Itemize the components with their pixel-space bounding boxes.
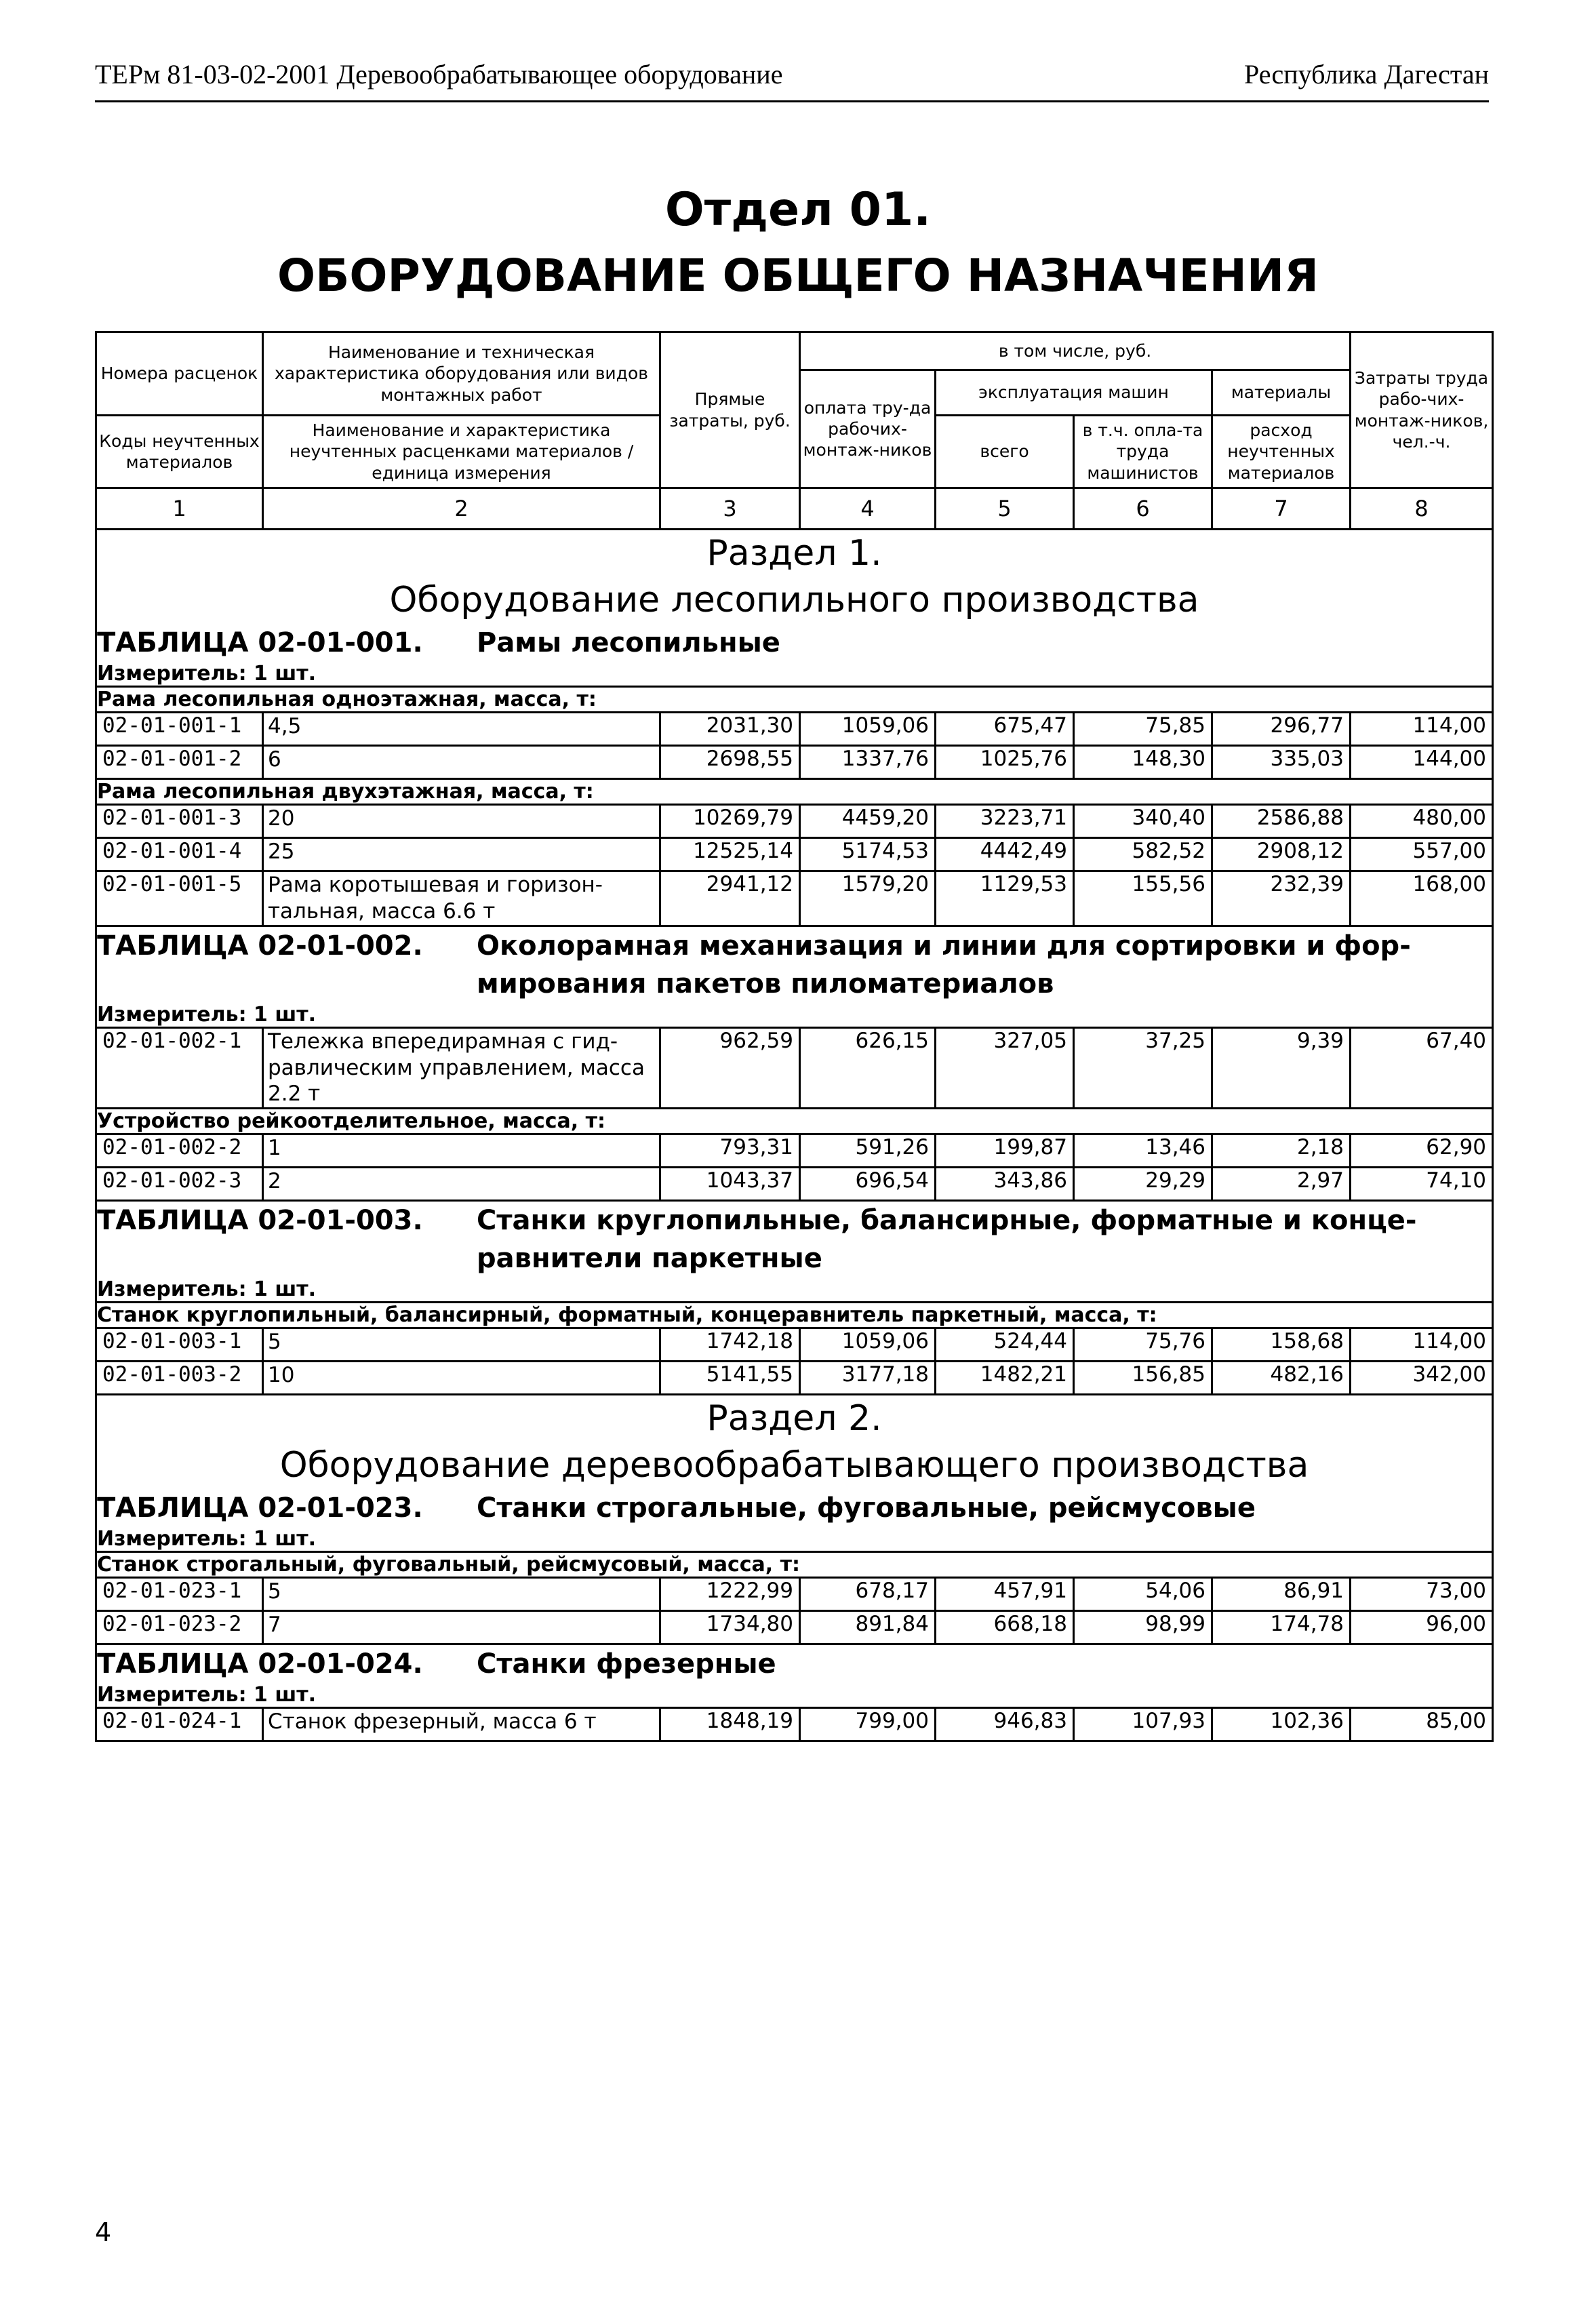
rate-value: 480,00	[1351, 805, 1493, 838]
table-code: ТАБЛИЦА 02-01-001.	[97, 627, 423, 659]
rate-value: 582,52	[1074, 838, 1212, 871]
rate-value: 155,56	[1074, 871, 1212, 926]
rate-value: 696,54	[800, 1168, 936, 1201]
rate-value: 2586,88	[1212, 805, 1351, 838]
col5-header: всего	[936, 416, 1074, 488]
group-label: Станок строгальный, фуговальный, рейсмусовый, масса, т:	[96, 1552, 1493, 1578]
rates-table	[95, 331, 1494, 1742]
rate-value: 13,46	[1074, 1134, 1212, 1168]
rate-value: 74,10	[1351, 1168, 1493, 1201]
rate-code: 02-01-001-5	[96, 871, 263, 926]
rate-value: 102,36	[1212, 1708, 1351, 1741]
rate-code: 02-01-023-1	[96, 1578, 263, 1611]
rate-value: 37,25	[1074, 1027, 1212, 1108]
rate-value: 10269,79	[660, 805, 800, 838]
rate-value: 675,47	[936, 713, 1074, 746]
rate-value: 799,00	[800, 1708, 936, 1741]
col-number: 5	[936, 488, 1074, 530]
rate-value: 2031,30	[660, 713, 800, 746]
col1-header-top: Номера расценок	[96, 332, 263, 416]
group-row	[96, 1303, 1493, 1328]
col-number: 3	[660, 488, 800, 530]
rate-value: 73,00	[1351, 1578, 1493, 1611]
rate-code: 02-01-003-1	[96, 1328, 263, 1362]
rate-value: 62,90	[1351, 1134, 1493, 1168]
department-subtitle: ОБОРУДОВАНИЕ ОБЩЕГО НАЗНАЧЕНИЯ	[277, 250, 1319, 302]
rate-value: 342,00	[1351, 1362, 1493, 1395]
rate-value: 524,44	[936, 1328, 1074, 1362]
rate-value: 591,26	[800, 1134, 936, 1168]
rate-code: 02-01-024-1	[96, 1708, 263, 1741]
table-code: ТАБЛИЦА 02-01-002.	[97, 930, 423, 962]
rate-value: 29,29	[1074, 1168, 1212, 1201]
rate-value: 343,86	[936, 1168, 1074, 1201]
running-header	[95, 53, 1489, 102]
rate-name: 5	[263, 1328, 660, 1362]
table-row	[96, 1027, 1493, 1108]
col1-header-bottom: Коды неучтенных материалов	[96, 416, 263, 488]
rate-value: 75,85	[1074, 713, 1212, 746]
table-measure: Измеритель: 1 шт.	[96, 1003, 1493, 1028]
table-measure: Измеритель: 1 шт.	[96, 1277, 1493, 1303]
rate-value: 793,31	[660, 1134, 800, 1168]
table-row	[96, 1328, 1493, 1362]
rate-value: 3177,18	[800, 1362, 936, 1395]
running-header-right: Республика Дагестан	[1244, 59, 1489, 90]
col3-header: Прямые затраты, руб.	[660, 332, 800, 488]
rate-value: 962,59	[660, 1027, 800, 1108]
table-row	[96, 746, 1493, 779]
col7-header: расход неучтенных материалов	[1212, 416, 1351, 488]
rate-name: 7	[263, 1611, 660, 1644]
rate-value: 199,87	[936, 1134, 1074, 1168]
col2-header-top: Наименование и техническая характеристика оборудования или видов монтажных работ	[263, 332, 660, 416]
table-row	[96, 871, 1493, 926]
section-header	[96, 530, 1493, 625]
measure-row	[96, 1527, 1493, 1552]
rate-code: 02-01-001-2	[96, 746, 263, 779]
rate-value: 158,68	[1212, 1328, 1351, 1362]
rate-value: 67,40	[1351, 1027, 1493, 1108]
rate-value: 1059,06	[800, 713, 936, 746]
rate-value: 1025,76	[936, 746, 1074, 779]
rate-value: 98,99	[1074, 1611, 1212, 1644]
col-number: 7	[1212, 488, 1351, 530]
rate-value: 1734,80	[660, 1611, 800, 1644]
table-name: Рамы лесопильные	[477, 627, 780, 659]
rate-value: 2,18	[1212, 1134, 1351, 1168]
rate-name: 25	[263, 838, 660, 871]
table-name: Станки круглопильные, балансирные, форматные и конце-равнители паркетные	[477, 1205, 1417, 1275]
col-number: 2	[263, 488, 660, 530]
rate-value: 891,84	[800, 1611, 936, 1644]
table-name: Околорамная механизация и линии для сортировки и фор-мирования пакетов пиломатериалов	[477, 930, 1411, 999]
section-title: Раздел 1.	[706, 533, 882, 574]
rate-name: 10	[263, 1362, 660, 1395]
rate-value: 2941,12	[660, 871, 800, 926]
group-row	[96, 687, 1493, 713]
table-body	[96, 530, 1493, 1741]
measure-row	[96, 662, 1493, 687]
table-row	[96, 1134, 1493, 1168]
table-title-row	[96, 624, 1493, 662]
rate-value: 678,17	[800, 1578, 936, 1611]
table-title-row	[96, 1644, 1493, 1684]
rate-value: 1059,06	[800, 1328, 936, 1362]
rate-value: 4459,20	[800, 805, 936, 838]
table-row	[96, 713, 1493, 746]
rate-value: 144,00	[1351, 746, 1493, 779]
rate-value: 156,85	[1074, 1362, 1212, 1395]
rate-name: 1	[263, 1134, 660, 1168]
col6-header: в т.ч. опла-та труда машинистов	[1074, 416, 1212, 488]
rate-value: 12525,14	[660, 838, 800, 871]
group-label: Устройство рейкоотделительное, масса, т:	[96, 1109, 1493, 1134]
rate-code: 02-01-002-2	[96, 1134, 263, 1168]
col-number: 1	[96, 488, 263, 530]
rate-value: 4442,49	[936, 838, 1074, 871]
table-row	[96, 1362, 1493, 1395]
section-title: Раздел 2.	[706, 1398, 882, 1440]
group-row	[96, 1109, 1493, 1134]
col-number: 6	[1074, 488, 1212, 530]
rate-value: 75,76	[1074, 1328, 1212, 1362]
table-title-row	[96, 1201, 1493, 1278]
table-row	[96, 1168, 1493, 1201]
table-row	[96, 1578, 1493, 1611]
rate-value: 3223,71	[936, 805, 1074, 838]
rate-value: 107,93	[1074, 1708, 1212, 1741]
rate-value: 626,15	[800, 1027, 936, 1108]
table-row	[96, 838, 1493, 871]
page-number: 4	[95, 2217, 112, 2247]
rate-value: 340,40	[1074, 805, 1212, 838]
rate-value: 1222,99	[660, 1578, 800, 1611]
section-subtitle: Оборудование деревообрабатывающего производства	[279, 1445, 1309, 1486]
measure-row	[96, 1277, 1493, 1303]
rate-value: 9,39	[1212, 1027, 1351, 1108]
table-name: Станки фрезерные	[477, 1648, 776, 1680]
table-header	[96, 332, 1493, 530]
rate-value: 232,39	[1212, 871, 1351, 926]
machines-header: эксплуатация машин	[936, 370, 1212, 416]
rate-code: 02-01-001-1	[96, 713, 263, 746]
rate-value: 2698,55	[660, 746, 800, 779]
rate-value: 168,00	[1351, 871, 1493, 926]
rate-code: 02-01-001-4	[96, 838, 263, 871]
department-title: Отдел 01.	[664, 183, 932, 237]
rate-value: 668,18	[936, 1611, 1074, 1644]
rate-name: 6	[263, 746, 660, 779]
rate-value: 482,16	[1212, 1362, 1351, 1395]
col-number: 8	[1351, 488, 1493, 530]
rate-value: 327,05	[936, 1027, 1074, 1108]
rate-value: 296,77	[1212, 713, 1351, 746]
table-title-row	[96, 926, 1493, 1003]
table-measure: Измеритель: 1 шт.	[96, 662, 1493, 687]
table-measure: Измеритель: 1 шт.	[96, 1527, 1493, 1552]
rate-name: 20	[263, 805, 660, 838]
rate-value: 85,00	[1351, 1708, 1493, 1741]
table-code: ТАБЛИЦА 02-01-023.	[97, 1492, 423, 1524]
rate-name: 2	[263, 1168, 660, 1201]
rate-value: 148,30	[1074, 746, 1212, 779]
rate-code: 02-01-001-3	[96, 805, 263, 838]
rate-value: 86,91	[1212, 1578, 1351, 1611]
rate-value: 457,91	[936, 1578, 1074, 1611]
rate-name: 5	[263, 1578, 660, 1611]
group-row	[96, 1552, 1493, 1578]
rate-value: 114,00	[1351, 1328, 1493, 1362]
rate-value: 1848,19	[660, 1708, 800, 1741]
rate-value: 1129,53	[936, 871, 1074, 926]
rate-value: 1742,18	[660, 1328, 800, 1362]
col-number: 4	[800, 488, 936, 530]
rate-name: Рама коротышевая и горизон-тальная, масса 6.6 т	[263, 871, 660, 926]
rate-code: 02-01-023-2	[96, 1611, 263, 1644]
measure-row	[96, 1003, 1493, 1028]
table-measure: Измеритель: 1 шт.	[96, 1683, 1493, 1708]
rate-value: 54,06	[1074, 1578, 1212, 1611]
table-row	[96, 805, 1493, 838]
table-name: Станки строгальные, фуговальные, рейсмусовые	[477, 1492, 1256, 1524]
rate-value: 557,00	[1351, 838, 1493, 871]
col2-header-bottom: Наименование и характеристика неучтенных расценками материалов / единица измерения	[263, 416, 660, 488]
rate-code: 02-01-002-3	[96, 1168, 263, 1201]
table-code: ТАБЛИЦА 02-01-003.	[97, 1205, 423, 1237]
col8-header: Затраты труда рабо-чих-монтаж-ников, чел.-ч.	[1351, 332, 1493, 488]
rate-value: 335,03	[1212, 746, 1351, 779]
table-row	[96, 1708, 1493, 1741]
rate-value: 96,00	[1351, 1611, 1493, 1644]
running-header-left: ТЕРм 81-03-02-2001 Деревообрабатывающее оборудование	[95, 59, 783, 90]
materials-header: материалы	[1212, 370, 1351, 416]
rate-value: 114,00	[1351, 713, 1493, 746]
group-label: Рама лесопильная двухэтажная, масса, т:	[96, 779, 1493, 805]
section-header	[96, 1395, 1493, 1490]
rate-value: 5174,53	[800, 838, 936, 871]
rate-value: 1043,37	[660, 1168, 800, 1201]
rate-name: Тележка впередирамная с гид-равлическим управлением, масса 2.2 т	[263, 1027, 660, 1108]
rate-value: 1482,21	[936, 1362, 1074, 1395]
rate-name: 4,5	[263, 713, 660, 746]
rate-value: 5141,55	[660, 1362, 800, 1395]
included-header: в том числе, руб.	[800, 332, 1351, 370]
table-code: ТАБЛИЦА 02-01-024.	[97, 1648, 423, 1680]
table-row	[96, 1611, 1493, 1644]
col4-header: оплата тру-да рабочих-монтаж-ников	[800, 370, 936, 488]
rate-code: 02-01-002-1	[96, 1027, 263, 1108]
group-label: Станок круглопильный, балансирный, форматный, концеравнитель паркетный, масса, т:	[96, 1303, 1493, 1328]
rate-value: 1337,76	[800, 746, 936, 779]
section-subtitle: Оборудование лесопильного производства	[389, 580, 1199, 621]
rate-value: 174,78	[1212, 1611, 1351, 1644]
group-label: Рама лесопильная одноэтажная, масса, т:	[96, 687, 1493, 713]
rate-name: Станок фрезерный, масса 6 т	[263, 1708, 660, 1741]
rate-value: 2908,12	[1212, 838, 1351, 871]
group-row	[96, 779, 1493, 805]
rate-value: 1579,20	[800, 871, 936, 926]
measure-row	[96, 1683, 1493, 1708]
rate-code: 02-01-003-2	[96, 1362, 263, 1395]
rate-value: 2,97	[1212, 1168, 1351, 1201]
table-title-row	[96, 1489, 1493, 1527]
rate-value: 946,83	[936, 1708, 1074, 1741]
